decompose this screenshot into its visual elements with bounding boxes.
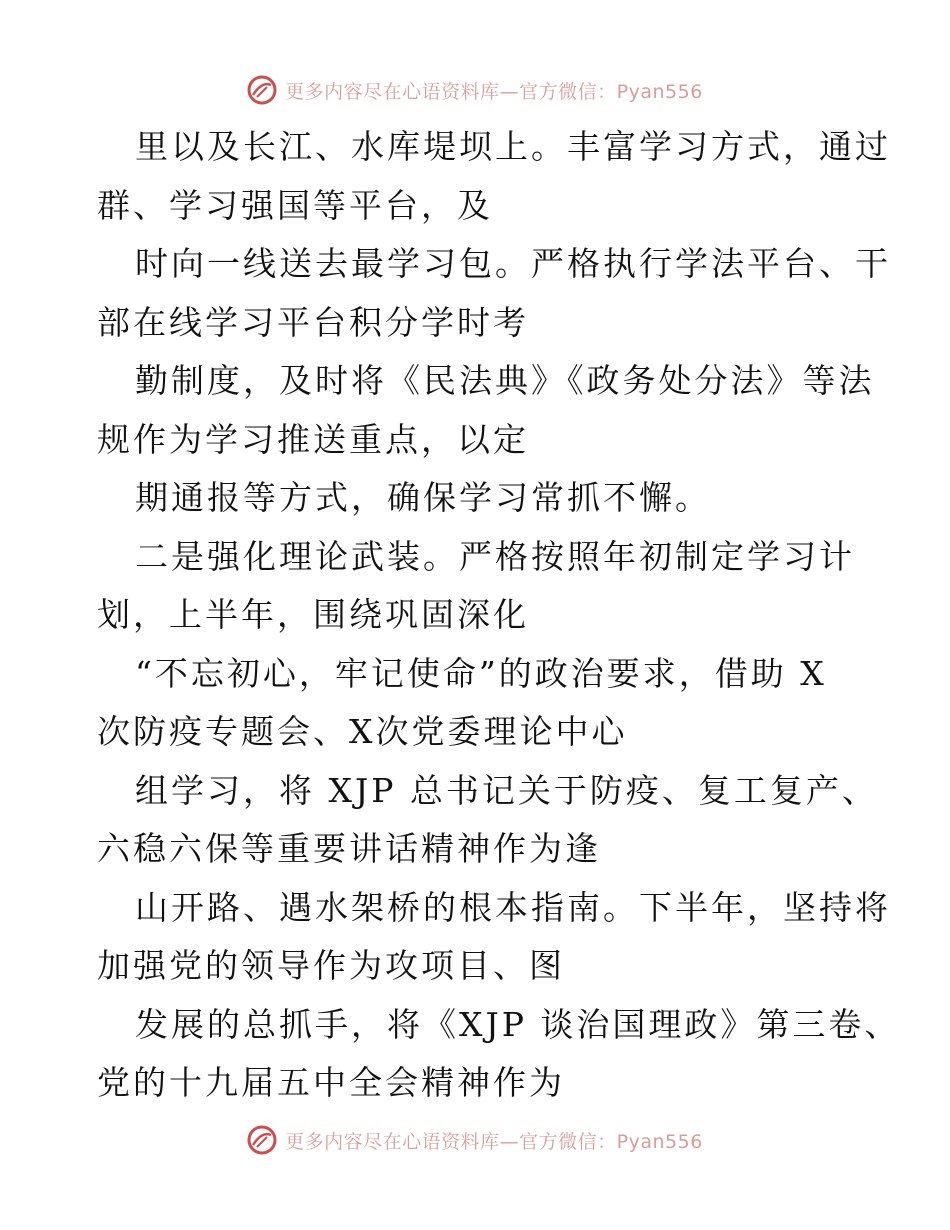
- document-body: [97, 118, 901, 1113]
- text-line: 二是强化理论武装。严格按照年初制定学习计: [135, 536, 855, 576]
- watermark-text: 更多内容尽在心语资料库—官方微信：Pyan556: [285, 80, 703, 103]
- watermark-text: 更多内容尽在心语资料库—官方微信：Pyan556: [285, 1130, 703, 1153]
- watermark-logo-icon: [247, 75, 277, 105]
- text-line: 发展的总抓手，将《XJP 谈治国理政》第三卷、: [135, 1004, 901, 1044]
- text-line: 六稳六保等重要讲话精神作为逢: [97, 829, 601, 868]
- footer-watermark: [0, 1120, 950, 1160]
- text-line: 山开路、遇水架桥的根本指南。下半年，坚持将: [135, 887, 891, 927]
- text-line: 组学习，将 XJP 总书记关于防疫、复工复产、: [135, 770, 878, 810]
- text-line: 划，上半年，围绕巩固深化: [97, 595, 529, 634]
- text-line: 党的十九届五中全会精神作为: [97, 1063, 565, 1102]
- text-line: 加强党的领导作为攻项目、图: [97, 946, 565, 985]
- text-line: “不忘初心，牢记使命”的政治要求，借助 X: [135, 653, 827, 693]
- text-line: 规作为学习推送重点，以定: [97, 419, 529, 459]
- text-line: 时向一线送去最学习包。严格执行学法平台、干: [135, 244, 891, 283]
- text-line: 期通报等方式，确保学习常抓不懈。: [135, 478, 711, 517]
- text-line: 次防疫专题会、X次党委理论中心: [97, 712, 628, 751]
- text-line: 里以及长江、水库堤坝上。丰富学习方式，通过: [135, 127, 891, 166]
- header-watermark: [0, 70, 950, 110]
- text-line: 群、学习强国等平台，及: [97, 185, 493, 225]
- text-line: 勤制度，及时将《民法典》《政务处分法》等法: [135, 361, 875, 400]
- watermark-logo-icon: [247, 1125, 277, 1155]
- text-line: 部在线学习平台积分学时考: [97, 302, 529, 342]
